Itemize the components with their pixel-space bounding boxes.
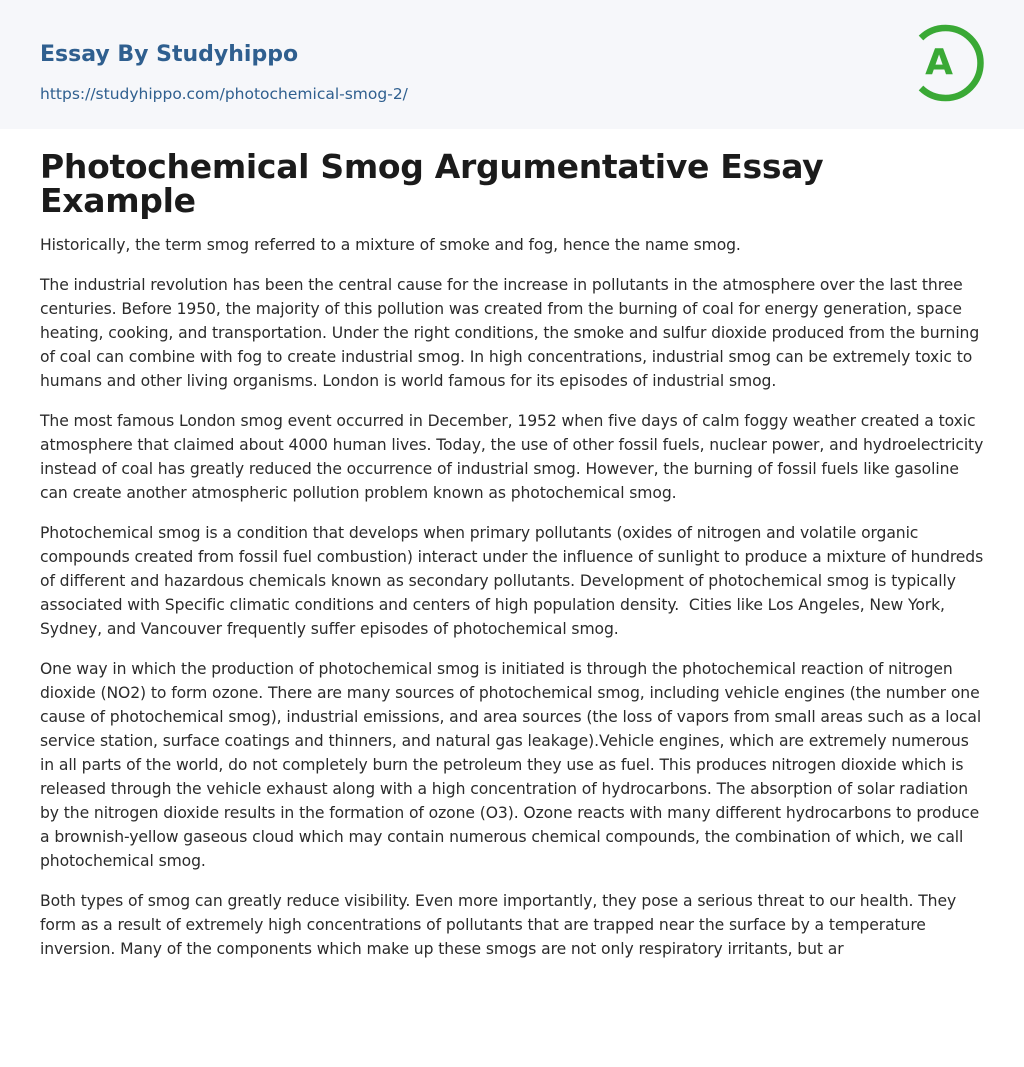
paragraph-1: Historically, the term smog referred to a mixture of smoke and fog, hence the name smog. xyxy=(40,236,741,254)
paragraph-3: The most famous London smog event occurred in December, 1952 when five days of calm foggy weather created a toxic atmosphere that claimed about 4000 human lives. Today, the use of other fossil fuels, nuclear power, and hydroelectricity instead of coal has greatly reduced the occurrence of industrial smog. However, the burning of fossil fuels like gasoline can create another atmospheric pollution problem known as photochemical smog. xyxy=(40,412,989,502)
page-title: Photochemical Smog Argumentative Essay Example xyxy=(40,147,824,220)
paragraph-5: One way in which the production of photochemical smog is initiated is through the photochemical reaction of nitrogen dioxide (NO2) to form ozone. There are many sources of photochemical smog, including vehicle engines (the number one cause of photochemical smog), industrial emissions, and area sources (the loss of vapors from small areas such as a local service station, surface coatings and thinners, and natural gas leakage).Vehicle engines, which are extremely numerous in all parts of the world, do not completely burn the petroleum they use as fuel. This produces nitrogen dioxide which is released through the vehicle exhaust along with a high concentration of hydrocarbons. The absorption of solar radiation by the nitrogen dioxide results in the formation of ozone (O3). Ozone reacts with many different hydrocarbons to produce a brownish-yellow gaseous cloud which may contain numerous chemical compounds, the combination of which, we call photochemical smog. xyxy=(40,660,986,870)
source-url-link[interactable]: https://studyhippo.com/photochemical-smog-2/ xyxy=(40,85,408,103)
site-header xyxy=(0,0,1024,129)
logo-letter: A xyxy=(925,42,953,83)
paragraph-4: Photochemical smog is a condition that develops when primary pollutants (oxides of nitrogen and volatile organic compounds created from fossil fuel combustion) interact under the influence of sunlight to produce a mixture of hundreds of different and hazardous chemicals known as secondary pollutants. Development of photochemical smog is typically associated with Specific climatic conditions and centers of high population density. Cities like Los Angeles, New York, Sydney, and Vancouver frequently suffer episodes of photochemical smog. xyxy=(40,524,988,638)
article xyxy=(0,147,1024,961)
paragraph-2: The industrial revolution has been the central cause for the increase in pollutants in the atmosphere over the last three centuries. Before 1950, the majority of this pollution was created from the burning of coal for energy generation, space heating, cooking, and transportation. Under the right conditions, the smoke and sulfur dioxide produced from the burning of coal can combine with fog to create industrial smog. In high concentrations, industrial smog can be extremely toxic to humans and other living organisms. London is world famous for its episodes of industrial smog. xyxy=(40,276,984,390)
studyhippo-logo-icon[interactable] xyxy=(912,18,988,108)
paragraph-6: Both types of smog can greatly reduce visibility. Even more importantly, they pose a serious threat to our health. They form as a result of extremely high concentrations of pollutants that are trapped near the surface by a temperature inversion. Many of the components which make up these smogs are not only respiratory irritants, but ar xyxy=(40,892,961,958)
site-brand[interactable]: Essay By Studyhippo xyxy=(40,42,299,67)
